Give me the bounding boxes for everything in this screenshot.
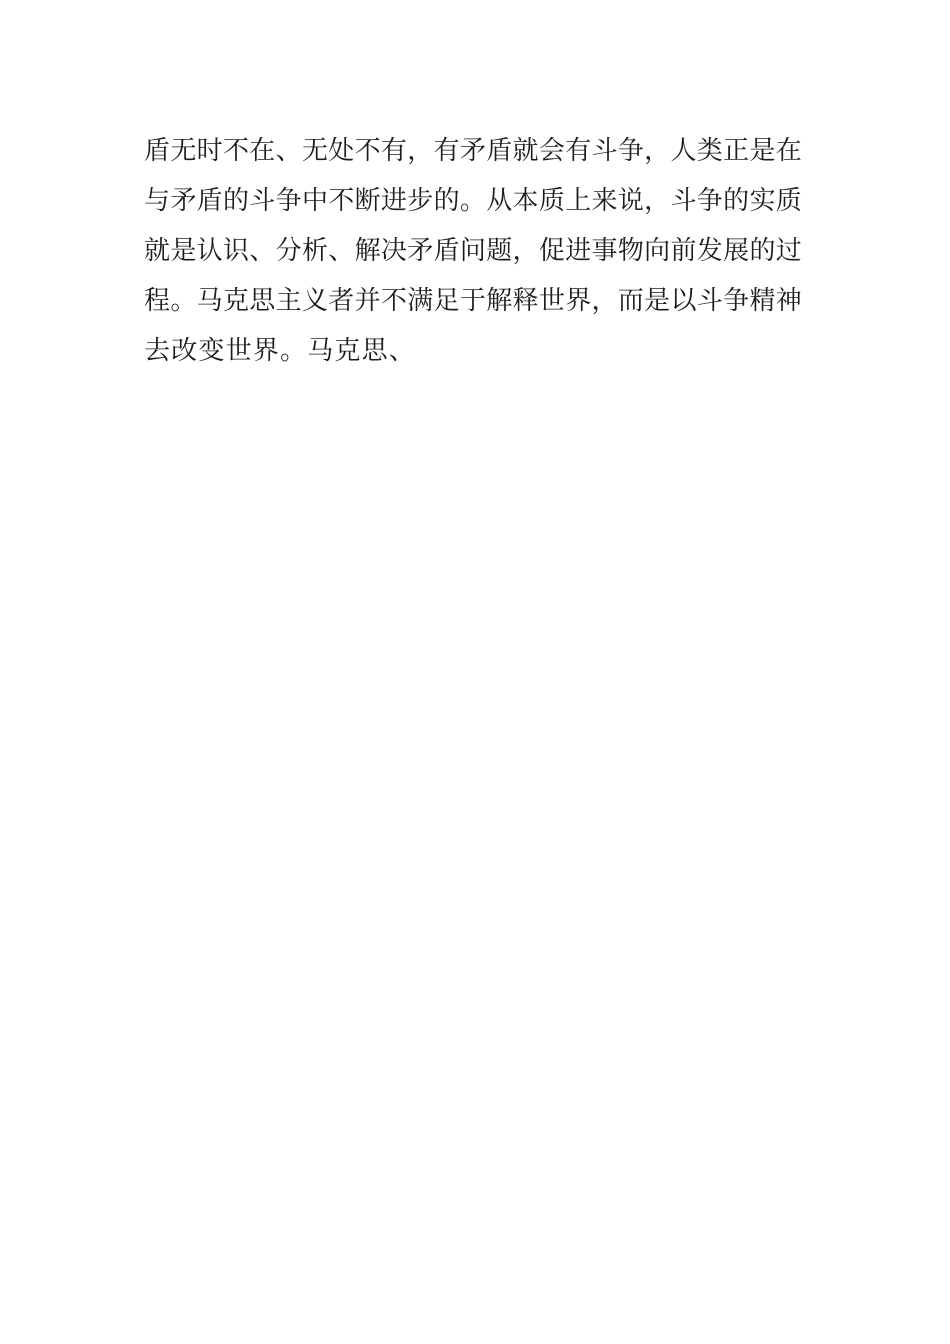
text-line: 就是认识、分析、解决矛盾问题，促进事物向前发展的过: [144, 236, 802, 265]
text-line: 盾无时不在、无处不有，有矛盾就会有斗争，人类正是在: [144, 136, 802, 165]
text-line: 与矛盾的斗争中不断进步的。从本质上来说，斗争的实质: [144, 186, 802, 215]
text-line: 去改变世界。马克思、: [144, 336, 417, 365]
paragraph: [144, 126, 802, 376]
text-line: 程。马克思主义者并不满足于解释世界，而是以斗争精神: [144, 286, 802, 315]
